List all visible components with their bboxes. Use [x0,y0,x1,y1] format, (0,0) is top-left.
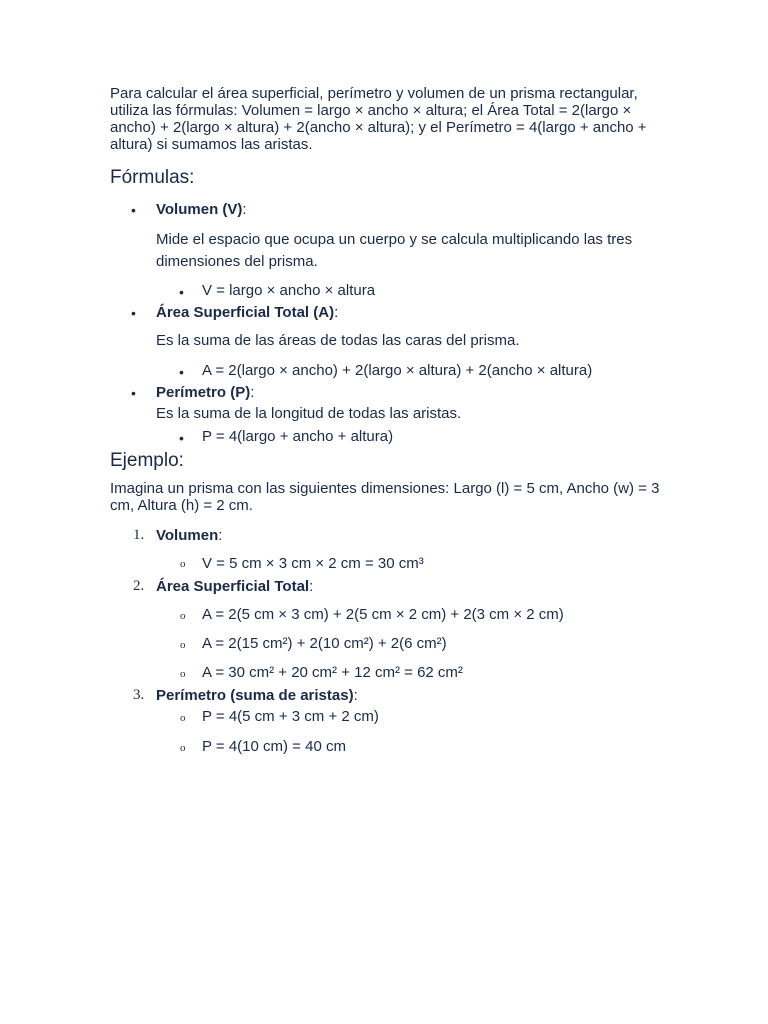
step-title [156,687,358,705]
volume-description: Mide el espacio que ocupa un cuerpo y se calcula multiplicando las tres dimensiones del prisma. [156,231,633,270]
step-title [156,578,313,596]
step-number: 1. [133,527,145,543]
perimeter-formula: P = 4(largo + ancho + altura) [202,428,394,445]
circle-bullet-icon: o [180,668,186,680]
area-title-suffix: : [334,304,339,321]
bullet-icon: • [131,202,136,218]
step-line: V = 5 cm × 3 cm × 2 cm = 30 cm³ [202,555,424,572]
volume-title-suffix: : [242,201,247,218]
step-line: P = 4(10 cm) = 40 cm [202,738,346,755]
area-formula: A = 2(largo × ancho) + 2(largo × altura) + 2(ancho × altura) [202,362,593,379]
bullet-icon: • [179,364,184,380]
step-title-text: Perímetro (suma de aristas) [156,687,354,704]
circle-bullet-icon: o [180,639,186,651]
bullet-icon: • [179,430,184,446]
step-number: 3. [133,687,145,703]
step-title-suffix: : [218,527,223,544]
volume-formula: V = largo × ancho × altura [202,282,376,299]
perimeter-description: Es la suma de la longitud de todas las aristas. [156,405,462,422]
circle-bullet-icon: o [180,610,186,622]
area-title: Área Superficial Total (A) [156,304,335,321]
volume-item-title [156,201,247,219]
step-title-suffix: : [309,578,314,595]
perimeter-title: Perímetro (P) [156,384,251,401]
step-line: A = 30 cm² + 20 cm² + 12 cm² = 62 cm² [202,664,463,681]
area-item-title [156,304,338,322]
step-line: P = 4(5 cm + 3 cm + 2 cm) [202,708,379,725]
perimeter-item-title [156,384,254,402]
bullet-icon: • [131,305,136,321]
bullet-icon: • [179,284,184,300]
formulas-heading: Fórmulas: [110,167,195,188]
step-line: A = 2(5 cm × 3 cm) + 2(5 cm × 2 cm) + 2(3 cm × 2 cm) [202,606,564,623]
step-number: 2. [133,578,145,594]
volume-title: Volumen (V) [156,201,243,218]
circle-bullet-icon: o [180,712,186,724]
area-description: Es la suma de las áreas de todas las caras del prisma. [156,332,520,349]
step-title-text: Volumen [156,527,219,544]
step-line: A = 2(15 cm²) + 2(10 cm²) + 2(6 cm²) [202,635,447,652]
circle-bullet-icon: o [180,742,186,754]
step-title-suffix: : [353,687,358,704]
step-title-text: Área Superficial Total [156,578,310,595]
perimeter-title-suffix: : [250,384,255,401]
example-intro: Imagina un prisma con las siguientes dimensiones: Largo (l) = 5 cm, Ancho (w) = 3 cm, Altura (h) = 2 cm. [110,480,660,514]
bullet-icon: • [131,385,136,401]
step-title [156,527,222,545]
intro-paragraph: Para calcular el área superficial, perímetro y volumen de un prisma rectangular, utiliza las fórmulas: Volumen = largo × ancho × altura; el Área Total = 2(largo × ancho) + 2(largo × altura) + 2(ancho × altura); y el Perímetro = 4(largo + ancho + altura) si sumamos las aristas. [110,85,647,153]
circle-bullet-icon: o [180,558,186,570]
example-heading: Ejemplo: [110,450,184,471]
